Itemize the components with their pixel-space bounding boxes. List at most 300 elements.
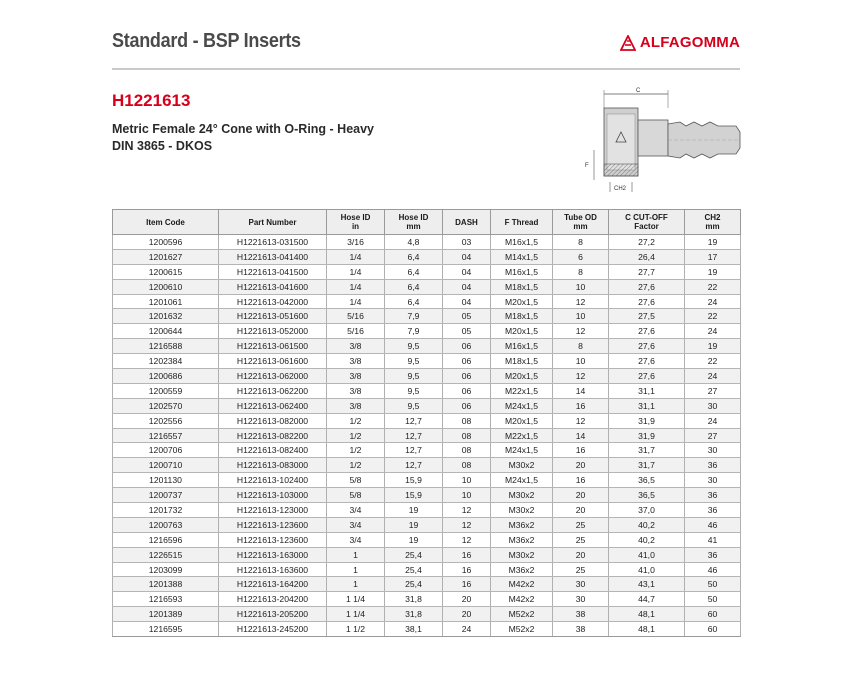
table-cell: 06 — [443, 339, 491, 354]
table-cell: 12,7 — [385, 443, 443, 458]
table-cell: 04 — [443, 264, 491, 279]
table-cell: 19 — [685, 339, 741, 354]
table-cell: M20x1,5 — [491, 324, 553, 339]
table-cell: 31,7 — [609, 458, 685, 473]
table-cell: 5/8 — [327, 488, 385, 503]
table-cell: H1221613-041400 — [219, 249, 327, 264]
table-cell: M30x2 — [491, 547, 553, 562]
table-cell: 46 — [685, 517, 741, 532]
table-cell: M14x1,5 — [491, 249, 553, 264]
table-cell: 19 — [685, 264, 741, 279]
table-cell: M52x2 — [491, 607, 553, 622]
table-cell: 22 — [685, 279, 741, 294]
column-header-unit: mm — [705, 222, 720, 231]
table-cell: 1200559 — [113, 383, 219, 398]
table-cell: 48,1 — [609, 622, 685, 637]
table-cell: M16x1,5 — [491, 339, 553, 354]
table-cell: 36 — [685, 458, 741, 473]
column-header-unit: mm — [406, 222, 421, 231]
table-cell: 1200596 — [113, 235, 219, 250]
table-cell: 15,9 — [385, 488, 443, 503]
column-header — [553, 210, 609, 235]
table-cell: 6 — [553, 249, 609, 264]
parts-table — [112, 209, 741, 637]
table-cell: 6,4 — [385, 249, 443, 264]
table-cell: 22 — [685, 309, 741, 324]
brand-name: ALFAGOMMA — [639, 34, 740, 51]
table-cell: 1200710 — [113, 458, 219, 473]
table-cell: 40,2 — [609, 517, 685, 532]
table-cell: 30 — [685, 443, 741, 458]
table-cell: 38,1 — [385, 622, 443, 637]
table-cell: 04 — [443, 294, 491, 309]
table-cell: 26,4 — [609, 249, 685, 264]
table-cell: H1221613-163000 — [219, 547, 327, 562]
table-cell: M22x1,5 — [491, 428, 553, 443]
table-cell: 1 — [327, 577, 385, 592]
table-cell: 20 — [553, 488, 609, 503]
table-cell: 1216595 — [113, 622, 219, 637]
table-cell: 14 — [553, 428, 609, 443]
table-cell: H1221613-042000 — [219, 294, 327, 309]
table-cell: 9,5 — [385, 339, 443, 354]
table-cell: 1216588 — [113, 339, 219, 354]
table-cell: 10 — [553, 309, 609, 324]
table-row — [113, 369, 741, 384]
column-header — [685, 210, 741, 235]
table-cell: 1216593 — [113, 592, 219, 607]
table-row — [113, 503, 741, 518]
table-cell: H1221613-052000 — [219, 324, 327, 339]
table-cell: 1201061 — [113, 294, 219, 309]
column-header-label: CH2 — [704, 213, 721, 222]
table-cell: 3/4 — [327, 503, 385, 518]
table-cell: 30 — [685, 473, 741, 488]
table-cell: H1221613-041600 — [219, 279, 327, 294]
table-cell: 08 — [443, 443, 491, 458]
table-cell: H1221613-082400 — [219, 443, 327, 458]
table-cell: M30x2 — [491, 488, 553, 503]
table-cell: 16 — [553, 443, 609, 458]
table-cell: H1221613-245200 — [219, 622, 327, 637]
table-cell: 30 — [685, 398, 741, 413]
table-cell: 12,7 — [385, 428, 443, 443]
table-cell: 04 — [443, 249, 491, 264]
table-cell: H1221613-062200 — [219, 383, 327, 398]
table-cell: 8 — [553, 264, 609, 279]
table-cell: 41 — [685, 532, 741, 547]
table-cell: 3/8 — [327, 339, 385, 354]
table-cell: 30 — [553, 592, 609, 607]
table-cell: 9,5 — [385, 383, 443, 398]
column-header-unit: mm — [573, 222, 588, 231]
table-cell: H1221613-123600 — [219, 532, 327, 547]
table-cell: 3/8 — [327, 398, 385, 413]
column-header — [443, 210, 491, 235]
table-cell: 1201627 — [113, 249, 219, 264]
table-cell: 10 — [443, 488, 491, 503]
table-cell: 24 — [685, 324, 741, 339]
table-cell: M36x2 — [491, 517, 553, 532]
table-row — [113, 473, 741, 488]
table-cell: 46 — [685, 562, 741, 577]
column-header — [609, 210, 685, 235]
table-cell: 3/4 — [327, 532, 385, 547]
table-cell: H1221613-163600 — [219, 562, 327, 577]
column-header-label: F Thread — [504, 217, 539, 227]
table-cell: 27 — [685, 383, 741, 398]
table-cell: 4,8 — [385, 235, 443, 250]
table-cell: 1/2 — [327, 458, 385, 473]
table-cell: 44,7 — [609, 592, 685, 607]
column-header-label: Item Code — [146, 217, 185, 227]
table-cell: M16x1,5 — [491, 235, 553, 250]
alfagomma-logo-icon — [620, 35, 636, 51]
table-cell: 8 — [553, 235, 609, 250]
table-cell: 27,5 — [609, 309, 685, 324]
table-cell: 31,8 — [385, 592, 443, 607]
product-description-line-2: DIN 3865 - DKOS — [112, 139, 213, 153]
table-cell: 36 — [685, 488, 741, 503]
table-row — [113, 458, 741, 473]
column-header-label: Hose ID — [398, 213, 429, 222]
table-cell: 12 — [553, 413, 609, 428]
dimension-c-label: C — [636, 88, 641, 94]
table-cell: M42x2 — [491, 592, 553, 607]
table-cell: 1/4 — [327, 249, 385, 264]
table-cell: M42x2 — [491, 577, 553, 592]
table-cell: H1221613-041500 — [219, 264, 327, 279]
table-cell: 24 — [685, 413, 741, 428]
table-cell: 5/16 — [327, 324, 385, 339]
table-cell: 04 — [443, 279, 491, 294]
table-row — [113, 517, 741, 532]
table-cell: H1221613-083000 — [219, 458, 327, 473]
table-row — [113, 622, 741, 637]
page-title: Standard - BSP Inserts — [112, 30, 301, 52]
table-cell: M36x2 — [491, 562, 553, 577]
table-cell: 10 — [553, 279, 609, 294]
table-cell: 27,6 — [609, 354, 685, 369]
column-header-unit: Factor — [634, 222, 659, 231]
table-cell: 36,5 — [609, 473, 685, 488]
table-cell: 1203099 — [113, 562, 219, 577]
table-cell: M22x1,5 — [491, 383, 553, 398]
table-cell: 50 — [685, 577, 741, 592]
table-row — [113, 249, 741, 264]
table-cell: 16 — [553, 473, 609, 488]
table-cell: 38 — [553, 607, 609, 622]
table-cell: M30x2 — [491, 458, 553, 473]
table-cell: 3/8 — [327, 369, 385, 384]
table-row — [113, 577, 741, 592]
table-cell: 12 — [553, 294, 609, 309]
table-cell: 5/8 — [327, 473, 385, 488]
table-cell: 3/4 — [327, 517, 385, 532]
table-cell: 08 — [443, 428, 491, 443]
table-cell: 12,7 — [385, 413, 443, 428]
table-cell: M20x1,5 — [491, 294, 553, 309]
table-cell: 10 — [553, 354, 609, 369]
table-row — [113, 235, 741, 250]
table-cell: 12,7 — [385, 458, 443, 473]
table-cell: 60 — [685, 607, 741, 622]
table-cell: 17 — [685, 249, 741, 264]
table-cell: 38 — [553, 622, 609, 637]
table-cell: 1202556 — [113, 413, 219, 428]
table-cell: H1221613-123600 — [219, 517, 327, 532]
table-cell: 31,8 — [385, 607, 443, 622]
table-cell: 06 — [443, 354, 491, 369]
table-cell: 40,2 — [609, 532, 685, 547]
table-cell: H1221613-082200 — [219, 428, 327, 443]
table-cell: M16x1,5 — [491, 264, 553, 279]
table-body — [113, 235, 741, 637]
table-cell: M52x2 — [491, 622, 553, 637]
table-cell: 50 — [685, 592, 741, 607]
table-cell: 16 — [443, 577, 491, 592]
table-cell: 1216557 — [113, 428, 219, 443]
table-cell: 20 — [553, 547, 609, 562]
table-cell: 1201389 — [113, 607, 219, 622]
table-cell: 1 — [327, 547, 385, 562]
table-cell: M20x1,5 — [491, 413, 553, 428]
table-cell: 16 — [553, 398, 609, 413]
column-header — [327, 210, 385, 235]
table-cell: 22 — [685, 354, 741, 369]
table-cell: 31,1 — [609, 398, 685, 413]
table-row — [113, 413, 741, 428]
table-cell: 15,9 — [385, 473, 443, 488]
table-cell: 06 — [443, 383, 491, 398]
table-cell: 12 — [553, 369, 609, 384]
table-cell: 05 — [443, 309, 491, 324]
table-cell: 25 — [553, 517, 609, 532]
table-cell: 1 1/2 — [327, 622, 385, 637]
table-cell: 10 — [443, 473, 491, 488]
table-row — [113, 264, 741, 279]
table-cell: 6,4 — [385, 264, 443, 279]
table-cell: 1 1/4 — [327, 592, 385, 607]
table-cell: 31,9 — [609, 413, 685, 428]
table-cell: 5/16 — [327, 309, 385, 324]
table-cell: 31,9 — [609, 428, 685, 443]
table-row — [113, 547, 741, 562]
table-cell: 3/8 — [327, 354, 385, 369]
table-cell: 16 — [443, 547, 491, 562]
table-cell: 24 — [685, 294, 741, 309]
table-cell: 1200644 — [113, 324, 219, 339]
table-cell: 1201732 — [113, 503, 219, 518]
table-cell: 48,1 — [609, 607, 685, 622]
table-cell: 60 — [685, 622, 741, 637]
table-cell: 24 — [685, 369, 741, 384]
table-row — [113, 354, 741, 369]
table-cell: 31,7 — [609, 443, 685, 458]
table-cell: H1221613-205200 — [219, 607, 327, 622]
table-cell: H1221613-061500 — [219, 339, 327, 354]
table-cell: 1200610 — [113, 279, 219, 294]
table-cell: 27,6 — [609, 369, 685, 384]
table-cell: 1 1/4 — [327, 607, 385, 622]
table-cell: 36 — [685, 503, 741, 518]
table-cell: H1221613-102400 — [219, 473, 327, 488]
table-cell: 25,4 — [385, 577, 443, 592]
table-cell: 3/8 — [327, 383, 385, 398]
table-cell: 14 — [553, 383, 609, 398]
table-row — [113, 294, 741, 309]
table-cell: M30x2 — [491, 503, 553, 518]
table-cell: 1200737 — [113, 488, 219, 503]
table-cell: 03 — [443, 235, 491, 250]
table-cell: 06 — [443, 369, 491, 384]
table-cell: H1221613-082000 — [219, 413, 327, 428]
column-header-label: Hose ID — [340, 213, 371, 222]
table-cell: 1200763 — [113, 517, 219, 532]
table-cell: 1226515 — [113, 547, 219, 562]
table-cell: 1201130 — [113, 473, 219, 488]
table-cell: 27,2 — [609, 235, 685, 250]
table-cell: 20 — [443, 592, 491, 607]
table-row — [113, 383, 741, 398]
table-row — [113, 562, 741, 577]
product-description — [112, 121, 374, 155]
table-cell: 20 — [553, 458, 609, 473]
table-cell: 1216596 — [113, 532, 219, 547]
table-cell: 27,7 — [609, 264, 685, 279]
table-cell: 25 — [553, 562, 609, 577]
table-cell: M20x1,5 — [491, 369, 553, 384]
table-cell: 36 — [685, 547, 741, 562]
table-cell: H1221613-062400 — [219, 398, 327, 413]
table-cell: 3/16 — [327, 235, 385, 250]
table-cell: 1/2 — [327, 443, 385, 458]
table-cell: 12 — [553, 324, 609, 339]
dimension-ch2-label: CH2 — [614, 186, 627, 192]
table-cell: M24x1,5 — [491, 398, 553, 413]
table-cell: H1221613-031500 — [219, 235, 327, 250]
column-header — [491, 210, 553, 235]
table-cell: 24 — [443, 622, 491, 637]
table-row — [113, 339, 741, 354]
table-cell: 1/4 — [327, 264, 385, 279]
column-header-label: DASH — [455, 217, 478, 227]
column-header-label: C CUT-OFF — [625, 213, 668, 222]
table-cell: 36,5 — [609, 488, 685, 503]
dimension-f-label: F — [585, 163, 589, 169]
table-cell: 1/2 — [327, 413, 385, 428]
column-header-label: Part Number — [248, 217, 297, 227]
table-cell: 27,6 — [609, 279, 685, 294]
table-cell: 1202570 — [113, 398, 219, 413]
table-cell: 16 — [443, 562, 491, 577]
table-row — [113, 324, 741, 339]
table-cell: 41,0 — [609, 562, 685, 577]
header-divider — [112, 68, 740, 70]
table-cell: 31,1 — [609, 383, 685, 398]
table-cell: 1 — [327, 562, 385, 577]
table-cell: 1/4 — [327, 294, 385, 309]
table-cell: 25 — [553, 532, 609, 547]
table-cell: H1221613-062000 — [219, 369, 327, 384]
table-cell: 12 — [443, 532, 491, 547]
brand-logo — [620, 34, 740, 51]
table-row — [113, 443, 741, 458]
table-row — [113, 398, 741, 413]
table-cell: 12 — [443, 503, 491, 518]
table-cell: 06 — [443, 398, 491, 413]
table-cell: 6,4 — [385, 279, 443, 294]
table-cell: 1201388 — [113, 577, 219, 592]
table-cell: 19 — [385, 517, 443, 532]
table-cell: H1221613-204200 — [219, 592, 327, 607]
table-cell: 41,0 — [609, 547, 685, 562]
table-cell: 1202384 — [113, 354, 219, 369]
table-cell: 8 — [553, 339, 609, 354]
table-cell: M36x2 — [491, 532, 553, 547]
table-row — [113, 309, 741, 324]
table-cell: 08 — [443, 413, 491, 428]
table-row — [113, 607, 741, 622]
table-cell: 12 — [443, 517, 491, 532]
table-cell: 1201632 — [113, 309, 219, 324]
table-cell: 19 — [685, 235, 741, 250]
table-header-row — [113, 210, 741, 235]
table-cell: 7,9 — [385, 324, 443, 339]
table-cell: 19 — [385, 532, 443, 547]
table-cell: 1200706 — [113, 443, 219, 458]
table-cell: H1221613-103000 — [219, 488, 327, 503]
table-cell: 30 — [553, 577, 609, 592]
table-row — [113, 532, 741, 547]
table-cell: M24x1,5 — [491, 443, 553, 458]
table-cell: 27 — [685, 428, 741, 443]
table-cell: 20 — [553, 503, 609, 518]
table-cell: 6,4 — [385, 294, 443, 309]
table-row — [113, 592, 741, 607]
table-cell: M18x1,5 — [491, 354, 553, 369]
table-cell: H1221613-123000 — [219, 503, 327, 518]
table-cell: M18x1,5 — [491, 309, 553, 324]
table-cell: 43,1 — [609, 577, 685, 592]
table-cell: 1/4 — [327, 279, 385, 294]
table-cell: 27,6 — [609, 324, 685, 339]
column-header-unit: in — [351, 222, 360, 231]
product-code: H1221613 — [112, 91, 191, 110]
product-description-line-1: Metric Female 24° Cone with O-Ring - Heavy — [112, 122, 375, 136]
table-cell: H1221613-051600 — [219, 309, 327, 324]
table-cell: 05 — [443, 324, 491, 339]
table-cell: 1200686 — [113, 369, 219, 384]
table-row — [113, 428, 741, 443]
column-header — [219, 210, 327, 235]
table-row — [113, 279, 741, 294]
column-header — [113, 210, 219, 235]
table-cell: 27,6 — [609, 294, 685, 309]
table-cell: 9,5 — [385, 354, 443, 369]
table-cell: 27,6 — [609, 339, 685, 354]
table-cell: 9,5 — [385, 398, 443, 413]
table-cell: 1200615 — [113, 264, 219, 279]
table-cell: M24x1,5 — [491, 473, 553, 488]
column-header — [385, 210, 443, 235]
page-header — [112, 30, 740, 74]
table-cell: 19 — [385, 503, 443, 518]
table-cell: 20 — [443, 607, 491, 622]
fitting-drawing — [576, 84, 746, 200]
table-cell: H1221613-061600 — [219, 354, 327, 369]
table-cell: 37,0 — [609, 503, 685, 518]
